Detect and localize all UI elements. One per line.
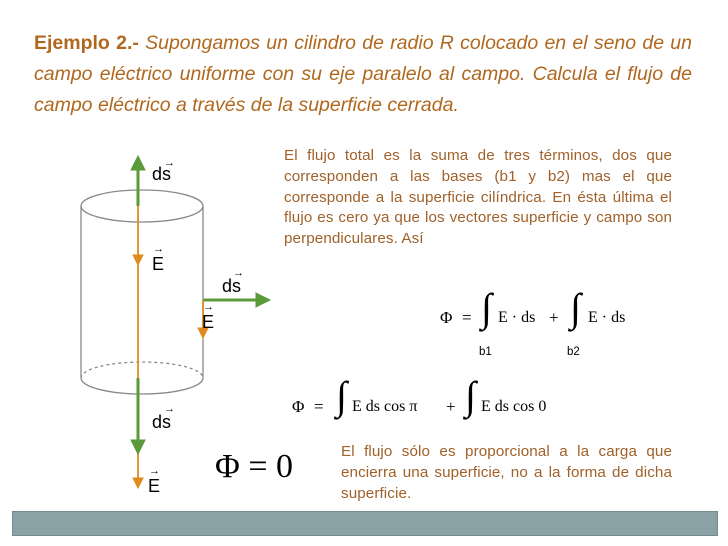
ds-label-top: ds [152,164,172,184]
E-label-bottom: E [148,476,161,496]
integrand-pi: E ds cos π [352,398,418,415]
conclusion-paragraph: El flujo sólo es proporcional a la carga que encierra una superficie, no a la forma de dicha superficie. [341,443,672,502]
plus-sign: + [549,308,559,327]
vector-arrow-icon: → [164,157,175,169]
integrand-b1: E · ds [498,309,536,326]
phi-symbol: Φ [292,397,305,416]
vector-arrow-icon: → [233,267,244,279]
equals-sign: = [462,308,472,327]
cylinder [81,190,203,394]
E-label-side: E [202,312,215,332]
explanation-paragraph: El flujo total es la suma de tres términos, dos que corresponden a las bases (b1 y b2) mas el que corresponde a la superficie cilíndrica. En ésta última el flujo es cero ya que los vectores superficie y campo son perpendiculares. Así [284,147,672,248]
ds-arrow-bottom [131,378,145,454]
phi-symbol: Φ [440,308,453,327]
plus-sign: + [446,397,456,416]
integrand-zero: E ds cos 0 [481,398,547,415]
integral-sign: ∫ [336,373,347,418]
flux-zero-result: Φ = 0 [215,448,294,485]
ds-label-bottom: ds [152,412,172,432]
vector-arrow-icon: → [149,465,160,477]
equals-sign: = [314,397,324,416]
subscript-b1: b1 [479,346,492,358]
E-label-top: E [152,254,165,274]
ds-arrow-top [131,156,145,206]
example-statement: Supongamos un cilindro de radio R colocado en el seno de un campo eléctrico uniforme con su eje paralelo al campo. Calcula el flujo de campo eléctrico a través de la superficie cerrada. [34,32,692,116]
vector-arrow-icon: → [153,243,164,255]
ds-label-side: ds [222,276,242,296]
vector-arrow-icon: → [203,301,214,313]
integral-sign: ∫ [465,373,476,418]
subscript-b2: b2 [567,346,580,358]
integrand-b2: E · ds [588,309,626,326]
integral-sign: ∫ [570,285,581,330]
vector-arrow-icon: → [164,403,175,415]
footer-bar [12,511,718,536]
integral-sign: ∫ [481,285,492,330]
example-lead: Ejemplo 2.- [34,32,139,54]
E-arrow-bottom [133,478,143,488]
